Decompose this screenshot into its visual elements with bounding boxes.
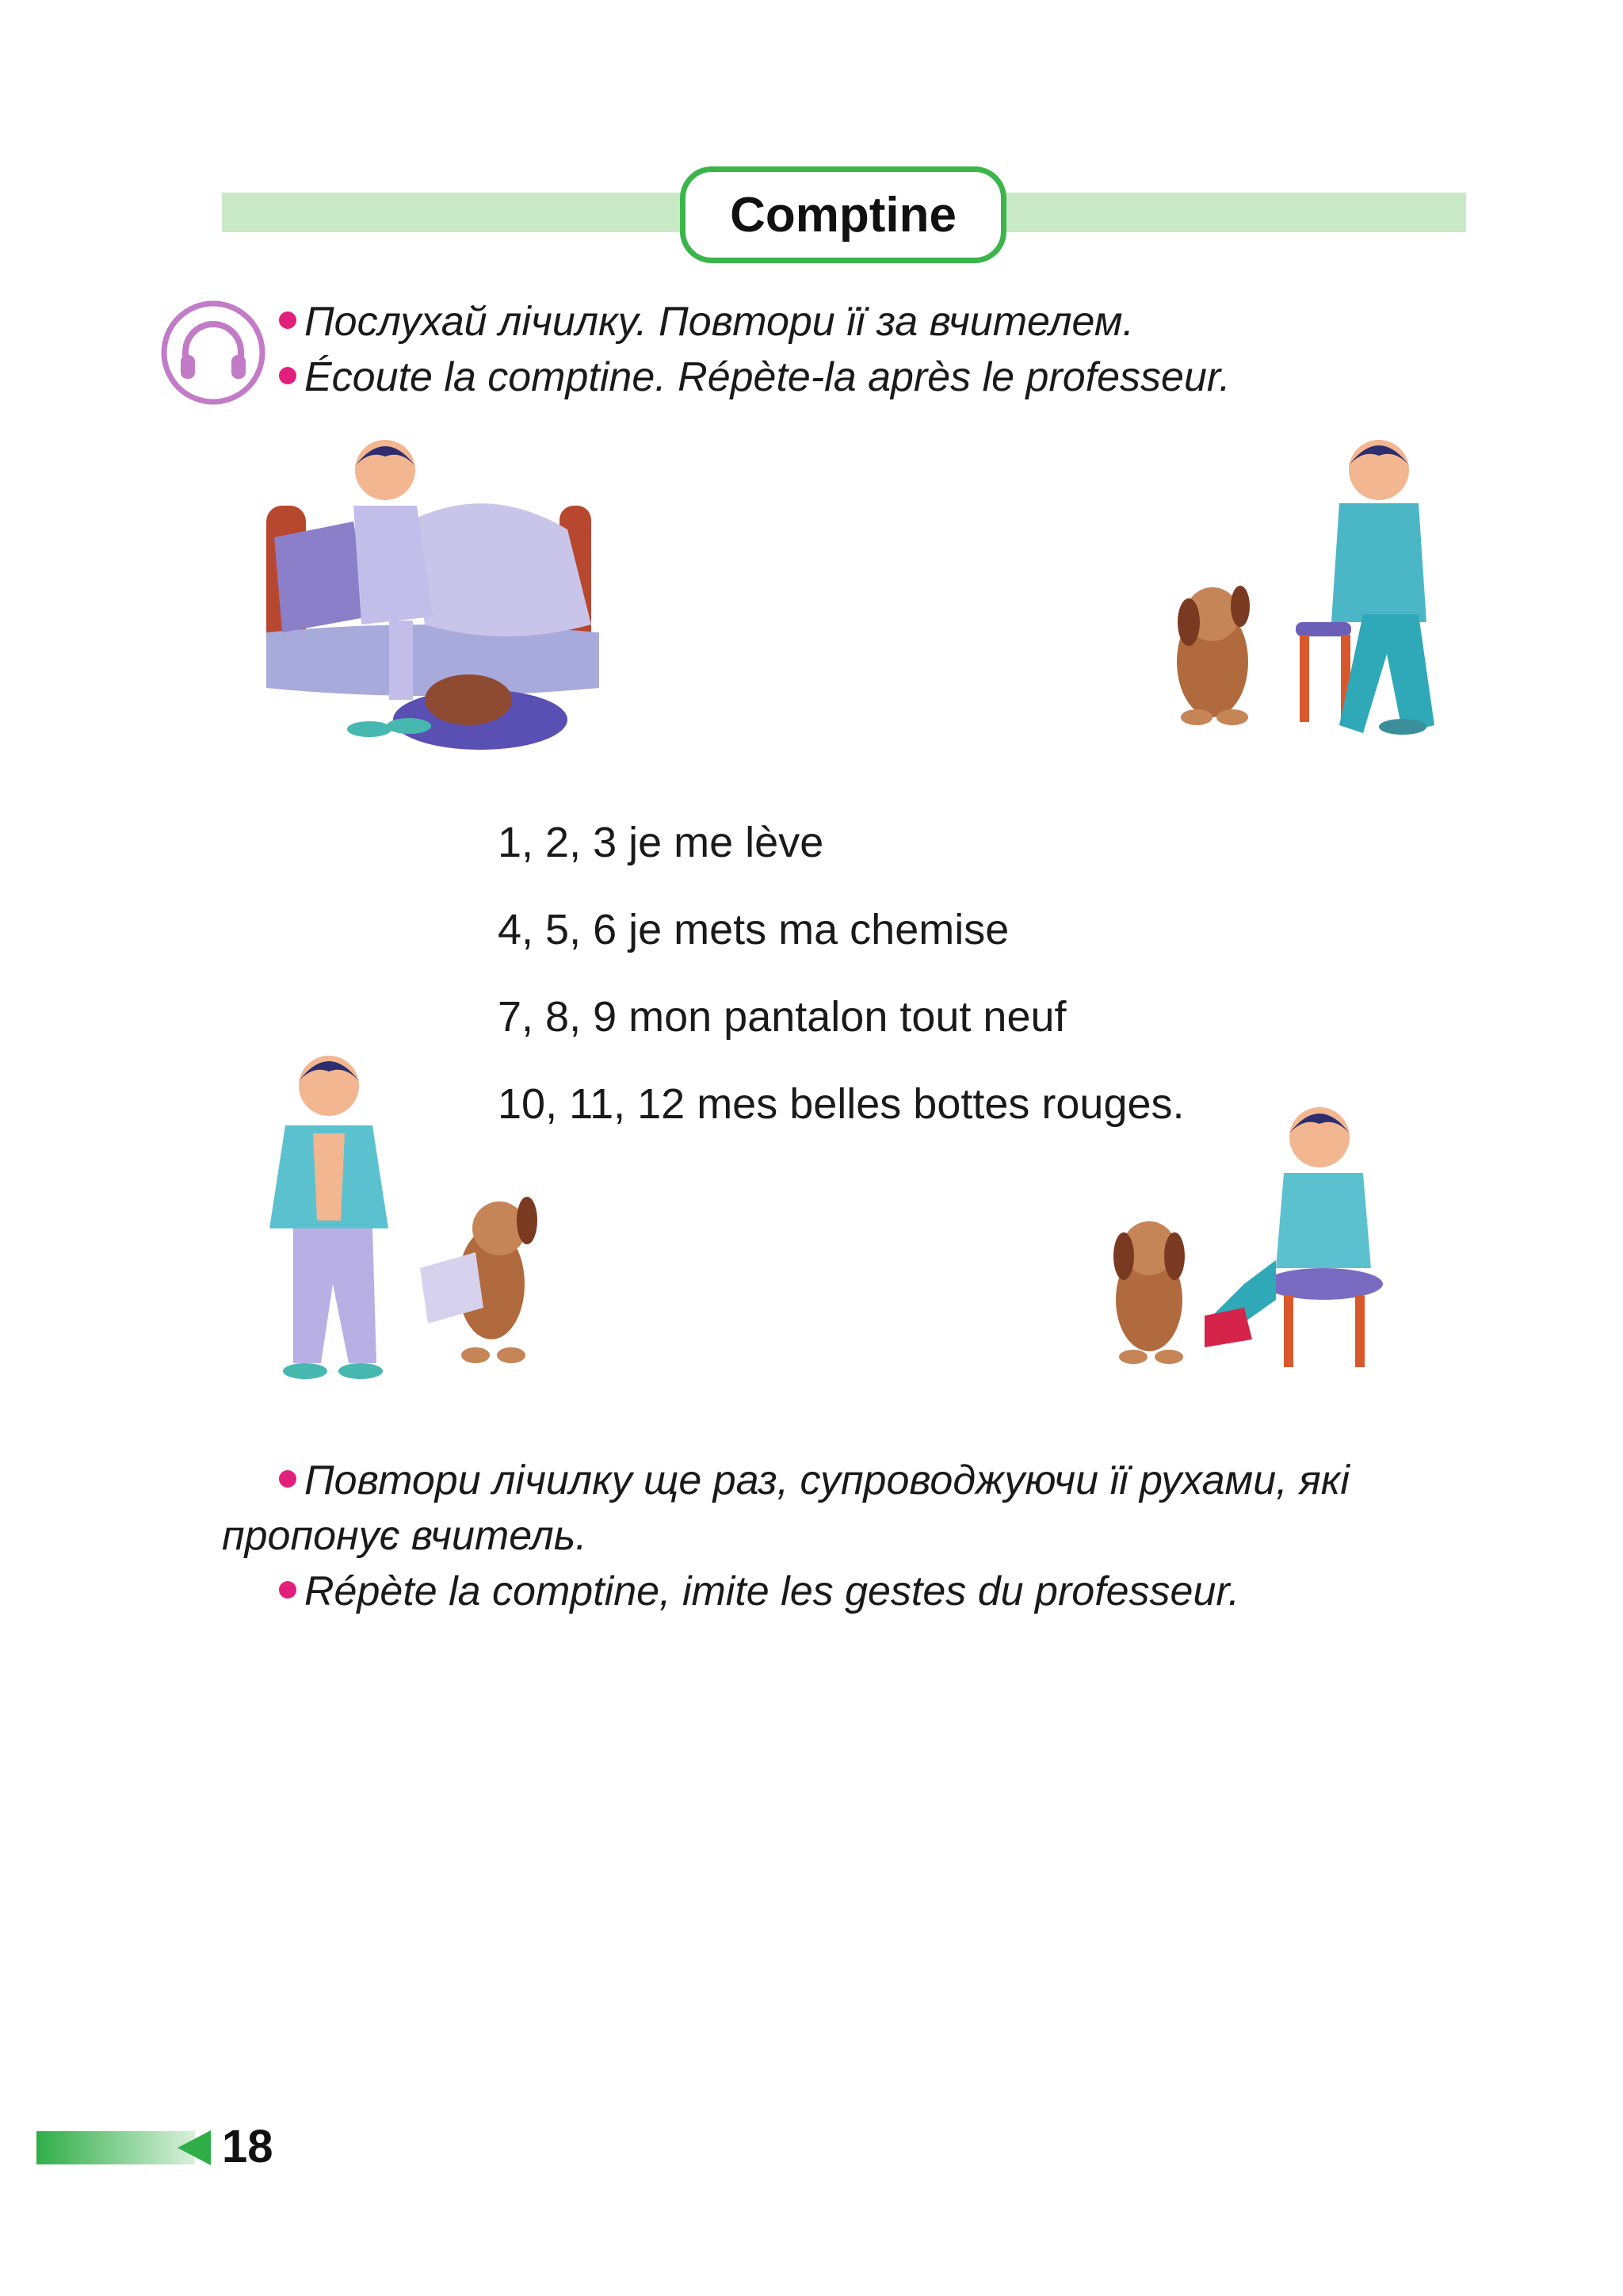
boy-waking-up-illustration — [250, 434, 647, 767]
rhyme-line: 7, 8, 9 mon pantalon tout neuf — [498, 993, 1067, 1041]
page-title: Comptine — [680, 166, 1006, 263]
instruction-uk-2 — [279, 1457, 1350, 1503]
arrow-left-icon — [174, 2129, 212, 2167]
bullet — [279, 367, 296, 384]
instruction-uk-2-continued: пропонує вчитель. — [222, 1513, 587, 1559]
instruction-fr-text: Écoute la comptine. Répète-la après le professeur. — [304, 354, 1231, 400]
instruction-uk-2-text: Повтори лічилку ще раз, супроводжуючи її рухами, які — [304, 1457, 1350, 1503]
page-marker-bar — [36, 2131, 195, 2164]
headphones-icon[interactable] — [160, 300, 266, 406]
instruction-fr-2 — [279, 1568, 1240, 1614]
boy-trousers-illustration — [1165, 432, 1450, 773]
rhyme-line: 1, 2, 3 je me lève — [498, 819, 824, 866]
instruction-fr — [279, 354, 1231, 400]
instruction-fr-2-text: Répète la comptine, imite les gestes du professeur. — [304, 1568, 1240, 1614]
bullet — [279, 1581, 296, 1599]
boy-shirt-illustration — [238, 1046, 571, 1395]
boy-boots-illustration — [1086, 1102, 1419, 1387]
rhyme-line: 10, 11, 12 mes belles bottes rouges. — [498, 1080, 1185, 1128]
bullet — [279, 311, 296, 329]
instruction-uk — [279, 299, 1134, 345]
instruction-uk-text: Послухай лічилку. Повтори її за вчителем. — [304, 299, 1134, 345]
rhyme-line: 4, 5, 6 je mets ma chemise — [498, 906, 1010, 953]
page-number: 18 — [222, 2121, 273, 2172]
bullet — [279, 1470, 296, 1488]
